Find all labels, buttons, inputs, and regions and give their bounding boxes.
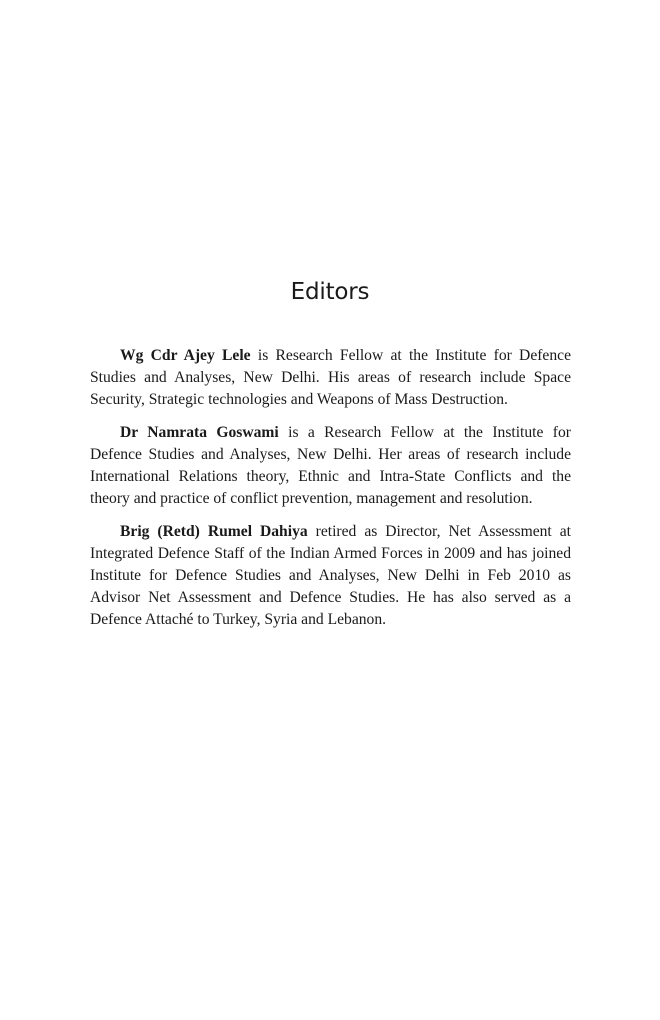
bio-text: retired as Director, Net Assessment at Integrated Defence Staff of the Indian Armed Forces in 2009 and has joined Institute for Defence Studies and Analyses, New Delhi in Feb 2010 as Advisor Net Assessment and Defence Studies. He has also served as a Defence Attaché to Turkey, Syria and Lebanon. <box>90 523 572 628</box>
page-title: Editors <box>290 279 370 305</box>
editor-name: Dr Namrata Goswami <box>120 424 279 441</box>
editors-bios <box>90 345 571 642</box>
bio-paragraph-goswami <box>90 422 571 510</box>
bio-paragraph-lele <box>90 345 571 411</box>
bio-paragraph-dahiya <box>90 521 571 631</box>
bio-text: is Research Fellow at the Institute for Defence Studies and Analyses, New Delhi. His areas of research include Space Security, Strategic technologies and Weapons of Mass Destruction. <box>90 347 571 408</box>
editor-name: Wg Cdr Ajey Lele <box>120 347 251 364</box>
editor-name: Brig (Retd) Rumel Dahiya <box>120 523 308 540</box>
bio-text: is a Research Fellow at the Institute for Defence Studies and Analyses, New Delhi. Her areas of research include International Relations theory, Ethnic and Intra-State Conflicts and the theory and practice of conflict prevention, management and resolution. <box>90 424 571 507</box>
